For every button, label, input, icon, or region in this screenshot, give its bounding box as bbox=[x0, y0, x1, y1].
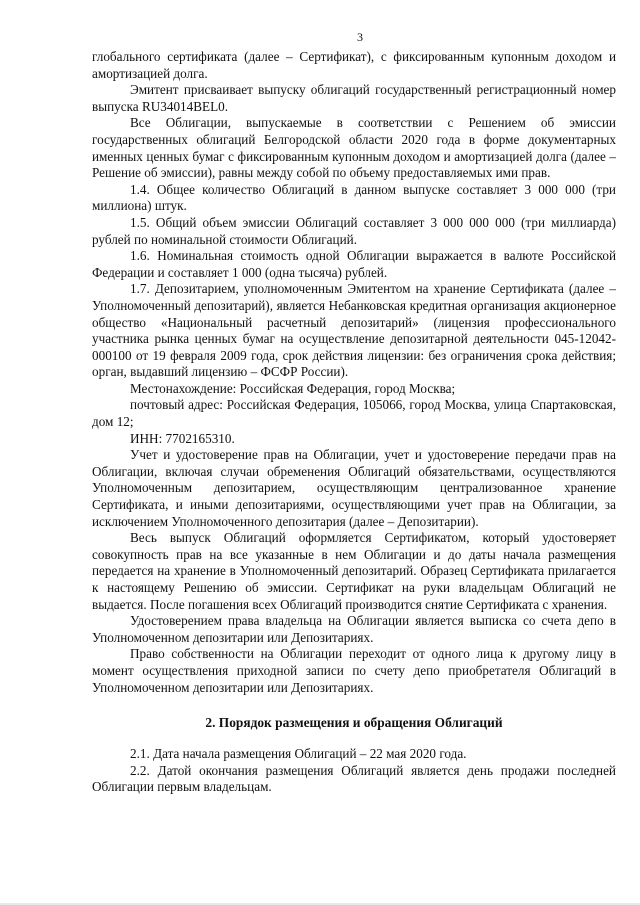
paragraph-1-4-quantity: 1.4. Общее количество Облигаций в данном выпуске составляет 3 000 000 (три миллиона) штук. bbox=[92, 181, 616, 214]
paragraph-certificate-continuation: глобального сертификата (далее – Сертификат), с фиксированным купонным доходом и амортизацией долга. bbox=[92, 49, 616, 81]
paragraph-ownership-proof: Удостоверением права владельца на Облигации является выписка со счета депо в Уполномоченном депозитарии или Депозитариях. bbox=[92, 613, 616, 645]
paragraph-ownership-transfer: Право собственности на Облигации переходит от одного лица к другому лицу в момент осуществления приходной записи по счету депо приобретателя Облигаций в Уполномоченном депозитарии или Депозитариях. bbox=[92, 646, 616, 695]
paragraph-1-7-depositary: 1.7. Депозитарием, уполномоченным Эмитентом на хранение Сертификата (далее – Уполномоченный депозитарий), является Небанковская кредитная организация акционерное общество «Национальный расчетный депозитарий» (лицензия профессионального участника рынка ценных бумаг на осуществление депозитарной деятельности 045-12042-000100 от 19 февраля 2009 года, срок действия лицензии: без ограничения срока действия; орган, выдавший лицензию – ФСФР России). bbox=[92, 281, 616, 380]
paragraph-inn: ИНН: 7702165310. bbox=[130, 430, 235, 446]
paragraph-postal-address: почтовый адрес: Российская Федерация, 105066, город Москва, улица Спартаковская, дом 12; bbox=[92, 397, 616, 430]
paragraph-2-1-start-date: 2.1. Дата начала размещения Облигаций – 22 мая 2020 года. bbox=[130, 746, 467, 762]
paragraph-equal-rights: Все Облигации, выпускаемые в соответствии с Решением об эмиссии государственных облигаций Белгородской области 2020 года в форме документарных именных ценных бумаг с фиксированным купонным доходом и амортизацией долга (далее – Решение об эмиссии), равны между собой по объему предоставляемых ими прав. bbox=[92, 115, 616, 181]
paragraph-1-6-nominal: 1.6. Номинальная стоимость одной Облигации выражается в валюте Российской Федерации и составляет 1 000 (одна тысяча) рублей. bbox=[92, 248, 616, 280]
paragraph-location: Местонахождение: Российская Федерация, город Москва; bbox=[130, 380, 456, 396]
page-number: 3 bbox=[357, 30, 363, 44]
paragraph-1-5-volume: 1.5. Общий объем эмиссии Облигаций составляет 3 000 000 000 (три миллиарда) рублей по номинальной стоимости Облигаций. bbox=[92, 214, 616, 247]
paragraph-certificate-issue: Весь выпуск Облигаций оформляется Сертификатом, который удостоверяет совокупность прав на все указанные в нем Облигации и до даты начала размещения передается на хранение в Уполномоченный депозитарий. Образец Сертификата прилагается к настоящему Решению об эмиссии. Сертификат на руки владельцам Облигаций не выдается. После погашения всех Облигаций производится снятие Сертификата с хранения. bbox=[92, 530, 616, 612]
paragraph-rights-accounting: Учет и удостоверение прав на Облигации, учет и удостоверение передачи прав на Облигации, включая случаи обременения Облигаций обязательствами, осуществляются Уполномоченным депозитарием, осуществляющим централизованное хранение Сертификата, и иными депозитариями, осуществляющими учет прав на Облигации, за исключением Уполномоченного депозитария (далее – Депозитарии). bbox=[92, 447, 616, 529]
section-2-heading: 2. Порядок размещения и обращения Облигаций bbox=[205, 715, 503, 731]
paragraph-2-2-end-date: 2.2. Датой окончания размещения Облигаций является день продажи последней Облигации первым владельцам. bbox=[92, 762, 616, 795]
paragraph-registration-number: Эмитент присваивает выпуску облигаций государственный регистрационный номер выпуска RU34014BEL0. bbox=[92, 82, 616, 114]
